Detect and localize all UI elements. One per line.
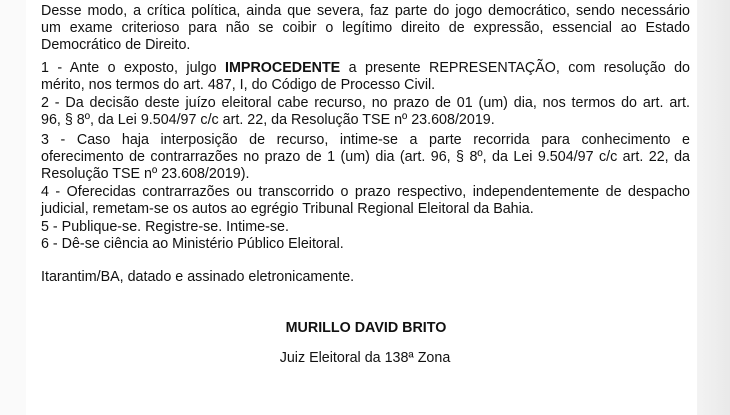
item-3-line-1: 3 - Caso haja interposição de recurso, intime-se a parte recorrida para conhecimento e xyxy=(41,132,690,148)
intro-line-1: Desse modo, a crítica política, ainda que severa, faz parte do jogo democrático, sendo necessário xyxy=(41,3,690,19)
signatory-name: MURILLO DAVID BRITO xyxy=(285,320,447,336)
location-date: Itarantim/BA, datado e assinado eletronicamente. xyxy=(41,269,355,285)
item-2-line-1: 2 - Da decisão deste juízo eleitoral cabe recurso, no prazo de 01 (um) dia, nos termos do art. art. xyxy=(41,95,690,111)
item-1-verdict: IMPROCEDENTE xyxy=(225,60,341,76)
item-3-line-2: oferecimento de contrarrazões no prazo de 1 (um) dia (art. 96, § 8º, da Lei 9.504/97 c/c art. 22, da xyxy=(41,149,690,165)
item-4-line-2: judicial, remetam-se os autos ao egrégio Tribunal Regional Eleitoral da Bahia. xyxy=(41,201,534,217)
item-2-line-2: 96, § 8º, da Lei 9.504/97 c/c art. 22, da Resolução TSE nº 23.608/2019. xyxy=(41,112,495,128)
item-1-line-2: mérito, nos termos do art. 487, I, do Código de Processo Civil. xyxy=(41,77,436,93)
signatory-title: Juiz Eleitoral da 138ª Zona xyxy=(279,350,451,366)
intro-line-2: um exame criterioso para não se coibir o legítimo direito de expressão, essencial ao Estado xyxy=(41,20,690,36)
item-1-suffix: a presente REPRESENTAÇÃO, com resolução do xyxy=(340,60,691,76)
item-1-prefix: 1 - Ante o exposto, julgo xyxy=(41,60,226,76)
item-3-line-3: Resolução TSE nº 23.608/2019). xyxy=(41,166,250,182)
item-4-line-1: 4 - Oferecidas contrarrazões ou transcorrido o prazo respectivo, independentemente de despacho xyxy=(41,184,690,200)
item-5: 5 - Publique-se. Registre-se. Intime-se. xyxy=(41,219,289,235)
item-6: 6 - Dê-se ciência ao Ministério Público Eleitoral. xyxy=(41,236,344,252)
intro-line-3: Democrático de Direito. xyxy=(41,37,191,53)
item-1-line-1 xyxy=(41,60,690,77)
